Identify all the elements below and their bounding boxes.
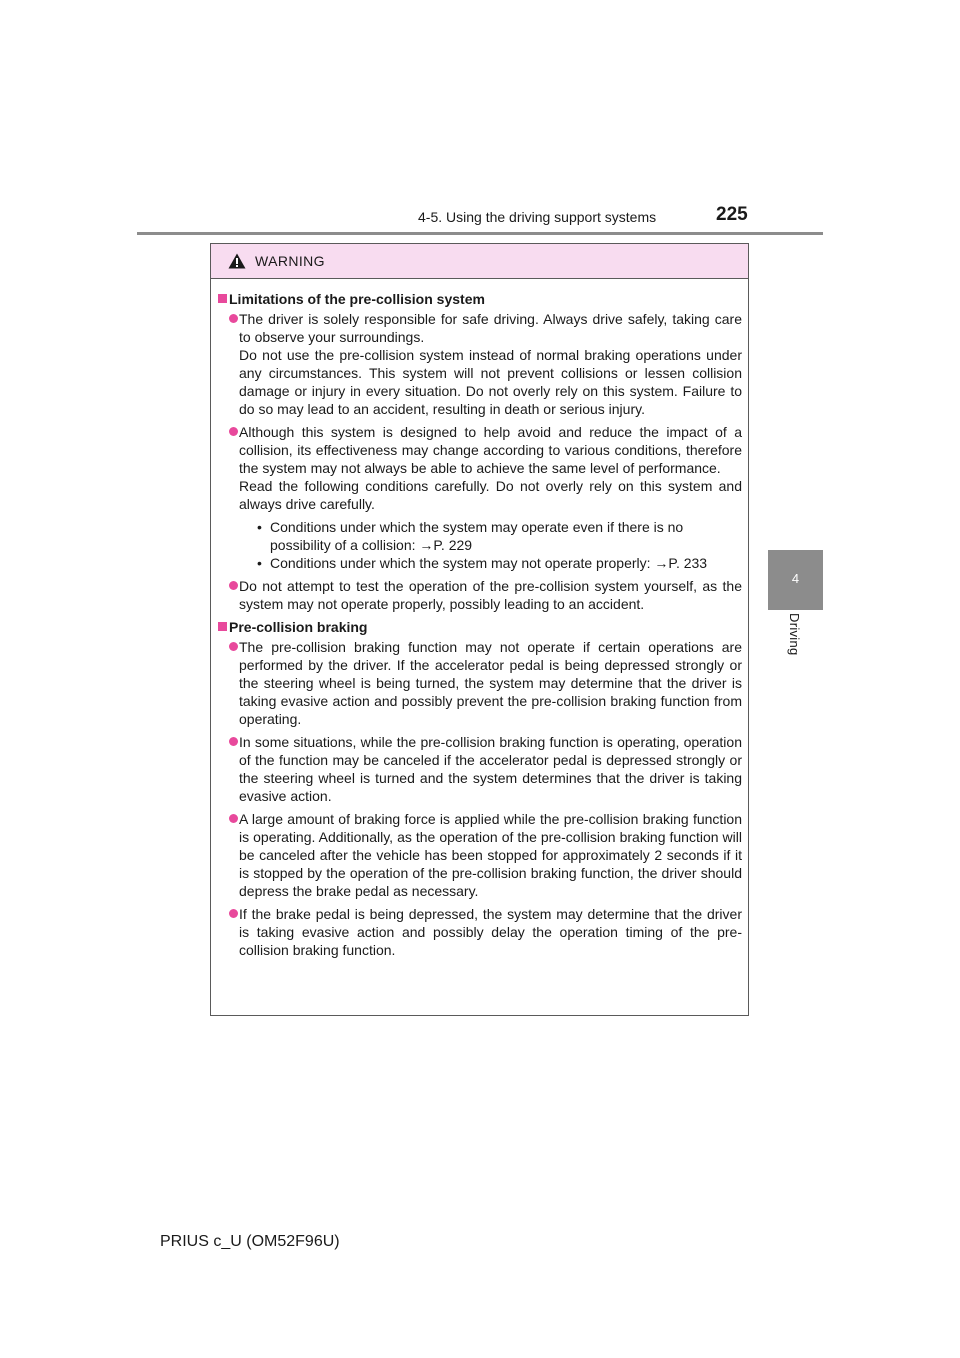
chapter-label: Driving [787,613,802,656]
warning-body [211,279,748,959]
circle-bullet-icon [229,737,238,746]
circle-bullet-icon [229,814,238,823]
sub-bullet-item [239,518,742,554]
circle-bullet-icon [229,909,238,918]
item-paragraph: Although this system is designed to help avoid and reduce the impact of a collision, its effectiveness may change according to various conditions, therefore the system may not always be able to achieve the same level of performance. [239,424,742,476]
header-section-title: 4-5. Using the driving support systems [418,209,657,225]
warning-item [218,733,742,805]
square-bullet-icon [218,622,227,631]
circle-bullet-icon [229,581,238,590]
warning-item [218,423,742,572]
warning-item [218,638,742,728]
bullet-dot-icon: • [257,519,262,535]
warning-item [218,905,742,959]
item-paragraph: A large amount of braking force is applied while the pre-collision braking function is operating. Additionally, as the operation of the pre-collision braking function will be canceled after the vehicle has been stopped for approximately 2 seconds if it is stopped by the operation of the pre-collision braking function, the driver should depress the brake pedal as necessary. [239,811,742,899]
bullet-dot-icon: • [257,555,262,571]
item-paragraph: Do not attempt to test the operation of the pre-collision system yourself, as the system may not operate properly, possibly leading to an accident. [239,578,742,612]
item-paragraph: If the brake pedal is being depressed, the system may determine that the driver is taking evasive action and possibly delay the operation timing of the pre-collision braking function. [239,906,742,958]
sub-bullet-text: Conditions under which the system may not operate properly: →P. 233 [270,555,708,571]
item-paragraph: Read the following conditions carefully. Do not overly rely on this system and always drive carefully. [239,478,742,512]
page-number: 225 [716,204,748,225]
warning-title: WARNING [255,253,325,269]
section-heading [218,290,742,308]
square-bullet-icon [218,294,227,303]
circle-bullet-icon [229,642,238,651]
warning-item [218,577,742,613]
warning-item [218,810,742,900]
item-paragraph: The driver is solely responsible for safe driving. Always drive safely, taking care to observe your surroundings. [239,311,742,345]
section-heading-text: Pre-collision braking [229,619,368,635]
item-paragraph: The pre-collision braking function may not operate if certain operations are performed by the driver. If the accelerator pedal is being depressed strongly or the steering wheel is being turned, the system may determine that the driver is taking evasive action and possibly prevent the pre-collision braking function from operating. [239,639,742,727]
section-heading-text: Limitations of the pre-collision system [229,291,485,307]
circle-bullet-icon [229,427,238,436]
header-rule [137,232,823,235]
sub-bullet-text: Conditions under which the system may operate even if there is no possibility of a collision: →P. 229 [270,519,684,553]
sub-bullet-item [239,554,742,572]
chapter-number: 4 [791,571,800,586]
warning-item [218,310,742,418]
circle-bullet-icon [229,314,238,323]
warning-triangle-icon [228,253,246,274]
section-heading [218,618,742,636]
item-paragraph: Do not use the pre-collision system instead of normal braking operations under any circumstances. This system will not prevent collisions or lessen collision damage or injury in every situation. Do not overly rely on this system. Failure to do so may lead to an accident, resulting in death or serious injury. [239,347,742,417]
warning-header [211,244,748,279]
footer-model: PRIUS c_U (OM52F96U) [160,1233,340,1250]
item-paragraph: In some situations, while the pre-collision braking function is operating, operation of the function may be canceled if the accelerator pedal is depressed strongly or the steering wheel is turned and the system determines that the driver is taking evasive action. [239,734,742,804]
warning-box [210,243,749,1016]
